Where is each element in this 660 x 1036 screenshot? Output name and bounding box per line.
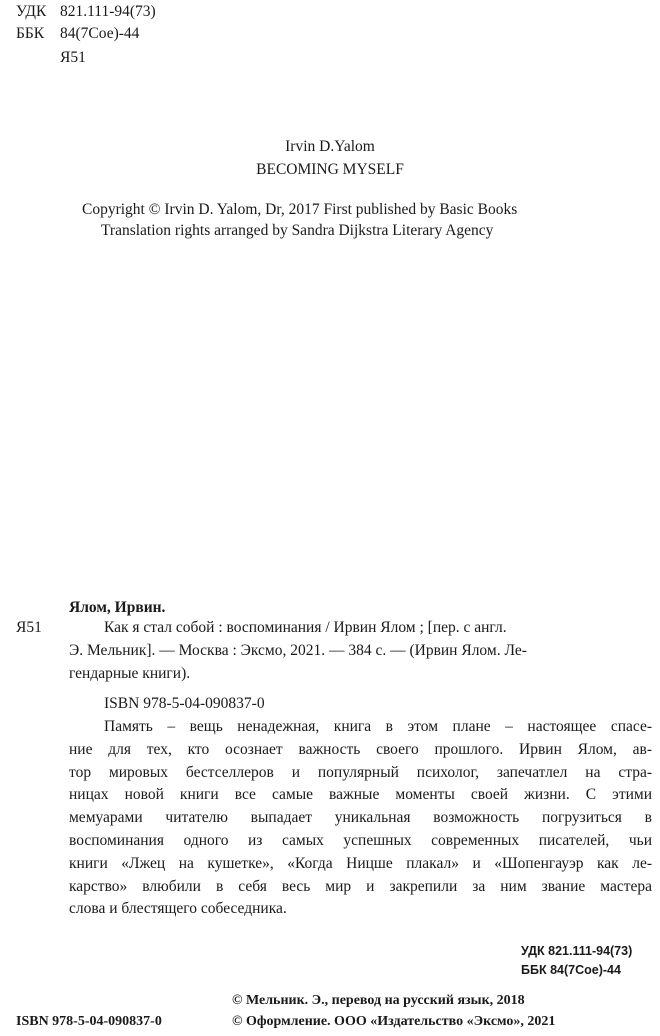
footer-isbn: ISBN 978-5-04-090837-0 xyxy=(16,1014,162,1029)
author-mark-top: Я51 xyxy=(60,49,86,66)
bbk-value: 84(7Сое)-44 xyxy=(60,25,140,42)
annotation-line: тор мировых бестселлеров и популярный психолог, запечатлел на стра- xyxy=(69,763,652,781)
copyright-translation: © Мельник. Э., перевод на русский язык, 2018 xyxy=(232,993,525,1008)
original-title: BECOMING MYSELF xyxy=(256,161,404,178)
bottom-udk: УДК 821.111-94(73) xyxy=(521,944,633,958)
original-author: Irvin D.Yalom xyxy=(285,138,375,155)
copyright-line-1: Copyright © Irvin D. Yalom, Dr, 2017 First published by Basic Books xyxy=(82,201,518,218)
udk-row xyxy=(16,2,156,22)
bib-description-line-2: Э. Мельник]. — Москва : Эксмо, 2021. — 384 с. — (Ирвин Ялом. Ле- xyxy=(69,642,527,659)
bbk-row xyxy=(16,24,139,44)
annotation-line: ние для тех, кто осознает важность своего прошлого. Ирвин Ялом, ав- xyxy=(69,740,652,758)
annotation-line: мемуарами читателю выпадает уникальная возможность погрузиться в xyxy=(69,809,652,827)
bib-author-mark: Я51 xyxy=(16,619,42,636)
bbk-label: ББК xyxy=(16,25,45,42)
annotation-line: книги «Лжец на кушетке», «Когда Ницше плакал» и «Шопенгауэр как ле- xyxy=(69,854,652,872)
bib-description-line-1: Как я стал собой : воспоминания / Ирвин Ялом ; [пер. с англ. xyxy=(104,619,507,636)
annotation xyxy=(69,716,652,921)
annotation-line: ницах новой книги все самые важные моменты своей жизни. С этими xyxy=(69,786,652,804)
copyright-design: © Оформление. ООО «Издательство «Эксмо», 2021 xyxy=(232,1014,556,1029)
annotation-line: карство» влюбили в себя весь мир и закрепили за ним звание мастера xyxy=(69,877,652,895)
annotation-line: воспоминания одного из самых успешных современных писателей, чьи xyxy=(69,831,652,849)
udk-value: 821.111-94(73) xyxy=(60,3,156,20)
annotation-line: Память – вещь ненадежная, книга в этом плане – настоящее спасе- xyxy=(104,718,652,735)
bib-isbn: ISBN 978-5-04-090837-0 xyxy=(104,695,265,712)
udk-label: УДК xyxy=(16,3,47,20)
bib-author-heading: Ялом, Ирвин. xyxy=(69,599,166,616)
bib-description-line-3: гендарные книги). xyxy=(69,665,191,682)
annotation-line: слова и блестящего собеседника. xyxy=(69,900,287,918)
copyright-line-2: Translation rights arranged by Sandra Dijkstra Literary Agency xyxy=(101,222,494,239)
bottom-bbk: ББК 84(7Сое)-44 xyxy=(521,963,621,977)
